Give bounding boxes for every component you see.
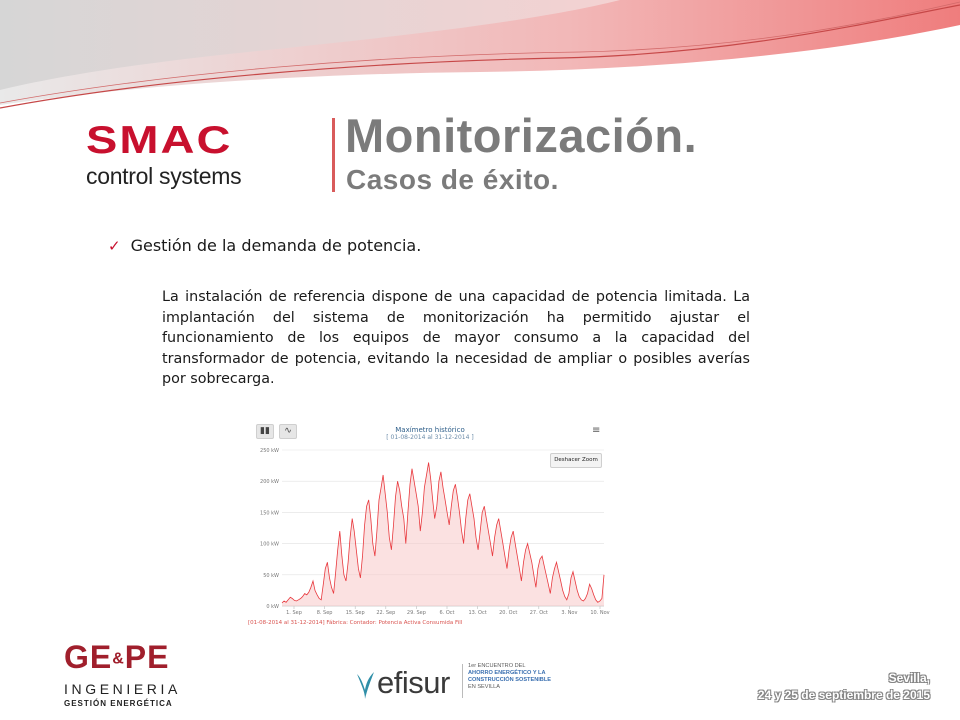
event-dates: 24 y 25 de septiembre de 2015 <box>757 688 930 702</box>
efisur-divider <box>462 664 463 698</box>
bullet-item <box>108 236 421 255</box>
x-tick-label: 1. Sep <box>286 610 302 616</box>
line-chart-icon[interactable]: ∿ <box>279 424 297 439</box>
chart-legend[interactable]: [01-08-2014 al 31-12-2014] Fábrica: Contador: Potencia Activa Consumida Fill <box>248 620 463 626</box>
gepe-gestion: GESTIÓN ENERGÉTICA <box>64 698 173 708</box>
chart-subtitle: [ 01-08-2014 al 31-12-2014 ] <box>386 434 474 441</box>
bullet-text: Gestión de la demanda de potencia. <box>130 236 422 255</box>
efisur-event-info: 1er ENCUENTRO DEL AHORRO ENERGÉTICO Y LA CONSTRUCCIÓN SOSTENIBLE EN SEVILLA <box>468 663 551 690</box>
x-tick-label: 13. Oct <box>468 610 487 616</box>
y-tick-label: 200 kW <box>260 479 279 486</box>
x-tick-label: 8. Sep <box>316 610 333 616</box>
x-tick-label: 22. Sep <box>376 610 396 616</box>
x-tick-label: 27. Oct <box>529 610 548 616</box>
y-tick-label: 0 kW <box>266 604 279 610</box>
y-tick-label: 150 kW <box>260 510 279 517</box>
title-divider <box>332 118 335 192</box>
chart-title: Maxímetro histórico <box>395 426 465 434</box>
chart-canvas <box>246 418 614 636</box>
slide-subtitle: Casos de éxito. <box>346 164 559 195</box>
event-location-date <box>758 670 930 704</box>
checkmark-icon: ✓ <box>108 237 121 255</box>
gepe-logo <box>64 640 184 710</box>
x-tick-label: 10. Nov <box>590 610 610 616</box>
event-city: Sevilla, <box>888 671 930 685</box>
smac-logo-tagline: control systems <box>86 163 242 189</box>
power-chart <box>246 418 614 636</box>
reset-zoom-button[interactable]: Deshacer Zoom <box>550 453 602 468</box>
x-tick-label: 29. Sep <box>406 610 426 616</box>
y-tick-label: 100 kW <box>260 541 279 548</box>
x-tick-label: 6. Oct <box>439 610 455 616</box>
y-tick-label: 50 kW <box>263 572 279 579</box>
x-tick-label: 15. Sep <box>345 610 365 616</box>
header-wave-decoration <box>0 0 960 120</box>
leaf-icon <box>355 670 375 700</box>
gepe-ingenieria: INGENIERIA <box>64 680 181 697</box>
x-tick-label: 20. Oct <box>499 610 518 616</box>
series-area <box>282 463 604 607</box>
slide-title: Monitorización. <box>345 109 698 162</box>
efisur-wordmark: efisur <box>377 665 450 700</box>
smac-logo <box>86 117 268 192</box>
y-tick-label: 250 kW <box>260 448 279 454</box>
gepe-mark: GE&PE <box>64 639 170 675</box>
chart-menu-icon[interactable]: ≡ <box>592 425 601 436</box>
body-paragraph: La instalación de referencia dispone de una capacidad de potencia limitada. La implantación del sistema de monitorización ha permitido ajustar el funcionamiento de los equipos de mayor consumo a la capacidad del transformador de potencia, evitando la necesidad de ampliar o posibles averías por sobrecarga. <box>162 289 750 387</box>
bar-chart-icon[interactable]: ▮▮ <box>256 424 274 439</box>
smac-logo-wordmark: SMAC <box>86 117 233 162</box>
x-tick-label: 3. Nov <box>561 610 578 616</box>
